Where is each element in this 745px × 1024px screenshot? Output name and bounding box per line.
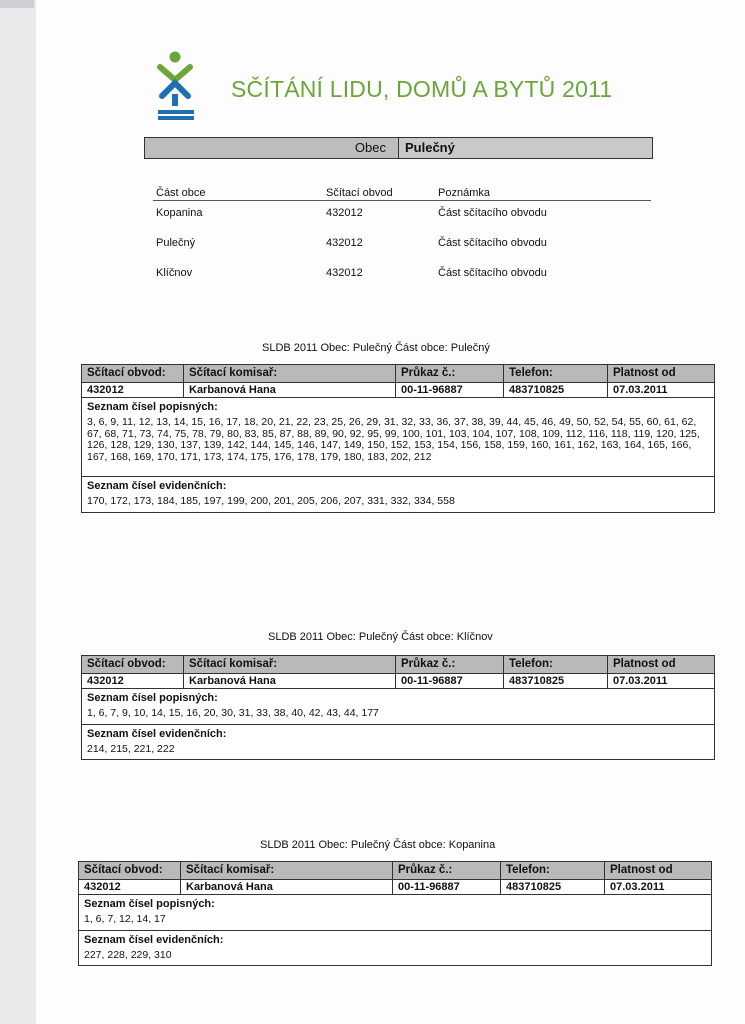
- page-title: SČÍTÁNÍ LIDU, DOMŮ A BYTŮ 2011: [231, 76, 613, 102]
- obec-value: Pulečný: [398, 138, 652, 158]
- parts-row-2-cast: Klíčnov: [156, 267, 193, 279]
- obec-label: Obec: [354, 140, 386, 155]
- table-header-row: [82, 365, 714, 383]
- popisna-section: [82, 398, 714, 477]
- evidencni-section: [79, 931, 711, 966]
- popisna-list: 1, 6, 7, 9, 10, 14, 15, 16, 20, 30, 31, 33, 38, 40, 42, 43, 44, 177: [87, 707, 379, 719]
- header-platnost-od: Platnost od: [604, 862, 711, 879]
- header-platnost-od: Platnost od: [607, 365, 714, 382]
- obec-bar: [144, 137, 653, 159]
- parts-row-2-obvod: 432012: [326, 267, 363, 279]
- popisna-title: Seznam čísel popisných:: [84, 898, 215, 910]
- header-prukaz: Průkaz č.:: [392, 862, 500, 879]
- parts-divider: [153, 200, 651, 201]
- evidencni-section: [82, 725, 714, 760]
- value-telefon: 483710825: [503, 383, 607, 397]
- value-scitaci-obvod: 432012: [87, 675, 124, 687]
- value-telefon: 483710825: [500, 880, 604, 894]
- evidencni-list: 227, 228, 229, 310: [84, 948, 172, 961]
- popisna-list: 3, 6, 9, 11, 12, 13, 14, 15, 16, 17, 18, 20, 21, 22, 23, 25, 26, 29, 31, 32, 33, 36, 37, 38, 39, 44, 45, 46, 49, 50, 52, 54, 55, 60, 61, 62, 67, 68, 71, 73, 74, 75, 78, 79, 80, 83, 85, 87, 88, 89, 90, 92, 95, 99, 100, 101, 103, 104, 107, 108, 109, 112, 116, 118, 119, 120, 125, 126, 128, 129, 130, 137, 139, 142, 144, 145, 146, 147, 149, 150, 152, 153, 154, 156, 158, 159, 160, 161, 162, 163, 164, 165, 166, 167, 168, 169, 170, 171, 173, 174, 175, 176, 178, 179, 180, 183, 202, 212: [87, 416, 700, 463]
- parts-row-1-poznamka: Část sčítacího obvodu: [438, 237, 547, 249]
- evidencni-title: Seznam čísel evidenčních:: [87, 480, 227, 492]
- parts-col-scitaci-obvod: Sčítací obvod: [326, 187, 393, 199]
- section-caption-pulecny: SLDB 2011 Obec: Pulečný Část obce: Pulečný: [262, 342, 490, 354]
- parts-col-poznamka: Poznámka: [438, 187, 490, 199]
- parts-row-0-poznamka: Část sčítacího obvodu: [438, 207, 547, 219]
- value-scitaci-komisar: Karbanová Hana: [183, 383, 395, 397]
- table-value-row: [79, 880, 711, 895]
- value-scitaci-obvod: 432012: [87, 384, 124, 396]
- census-table-pulecny: [81, 364, 715, 513]
- table-value-row: [82, 383, 714, 398]
- popisna-section: [79, 895, 711, 931]
- popisna-section: [82, 689, 714, 725]
- section-caption-kopanina: SLDB 2011 Obec: Pulečný Část obce: Kopanina: [260, 839, 496, 851]
- evidencni-title: Seznam čísel evidenčních:: [84, 933, 224, 946]
- value-scitaci-komisar: Karbanová Hana: [183, 674, 395, 688]
- evidencni-section: [82, 477, 714, 512]
- header-scitaci-komisar: Sčítací komisař:: [180, 862, 392, 879]
- table-header-row: [79, 862, 711, 880]
- census-table-kopanina: [78, 861, 712, 966]
- header-scitaci-komisar: Sčítací komisař:: [183, 656, 395, 673]
- value-prukaz: 00-11-96887: [392, 880, 500, 894]
- header-prukaz: Průkaz č.:: [395, 365, 503, 382]
- census-logo-icon: [155, 50, 197, 128]
- table-value-row: [82, 674, 714, 689]
- section-caption-klicnov: SLDB 2011 Obec: Pulečný Část obce: Klíčnov: [268, 631, 493, 643]
- value-platnost-od: 07.03.2011: [604, 880, 711, 894]
- popisna-title: Seznam čísel popisných:: [87, 401, 218, 413]
- parts-col-cast-obce: Část obce: [156, 187, 206, 199]
- header-scitaci-komisar: Sčítací komisař:: [183, 365, 395, 382]
- popisna-list: 1, 6, 7, 12, 14, 17: [84, 913, 166, 925]
- header-telefon: Telefon:: [503, 365, 607, 382]
- value-platnost-od: 07.03.2011: [607, 674, 714, 688]
- value-scitaci-obvod: 432012: [84, 881, 121, 893]
- evidencni-title: Seznam čísel evidenčních:: [87, 727, 227, 740]
- evidencni-list: 170, 172, 173, 184, 185, 197, 199, 200, 201, 205, 206, 207, 331, 332, 334, 558: [87, 495, 455, 507]
- header-platnost-od: Platnost od: [607, 656, 714, 673]
- header-prukaz: Průkaz č.:: [395, 656, 503, 673]
- header-telefon: Telefon:: [503, 656, 607, 673]
- value-prukaz: 00-11-96887: [395, 383, 503, 397]
- evidencni-list: 214, 215, 221, 222: [87, 742, 175, 755]
- parts-row-0-cast: Kopanina: [156, 207, 203, 219]
- value-scitaci-komisar: Karbanová Hana: [180, 880, 392, 894]
- census-table-klicnov: [81, 655, 715, 760]
- header-telefon: Telefon:: [500, 862, 604, 879]
- parts-row-0-obvod: 432012: [326, 207, 363, 219]
- parts-row-1-obvod: 432012: [326, 237, 363, 249]
- popisna-title: Seznam čísel popisných:: [87, 692, 218, 704]
- parts-row-2-poznamka: Část sčítacího obvodu: [438, 267, 547, 279]
- header-scitaci-obvod: Sčítací obvod:: [87, 367, 166, 379]
- header-scitaci-obvod: Sčítací obvod:: [84, 864, 163, 876]
- parts-row-1-cast: Pulečný: [156, 237, 196, 249]
- value-prukaz: 00-11-96887: [395, 674, 503, 688]
- value-platnost-od: 07.03.2011: [607, 383, 714, 397]
- scan-top-mark: [0, 0, 34, 8]
- table-header-row: [82, 656, 714, 674]
- header-scitaci-obvod: Sčítací obvod:: [87, 658, 166, 670]
- scan-left-edge: [0, 0, 37, 1024]
- value-telefon: 483710825: [503, 674, 607, 688]
